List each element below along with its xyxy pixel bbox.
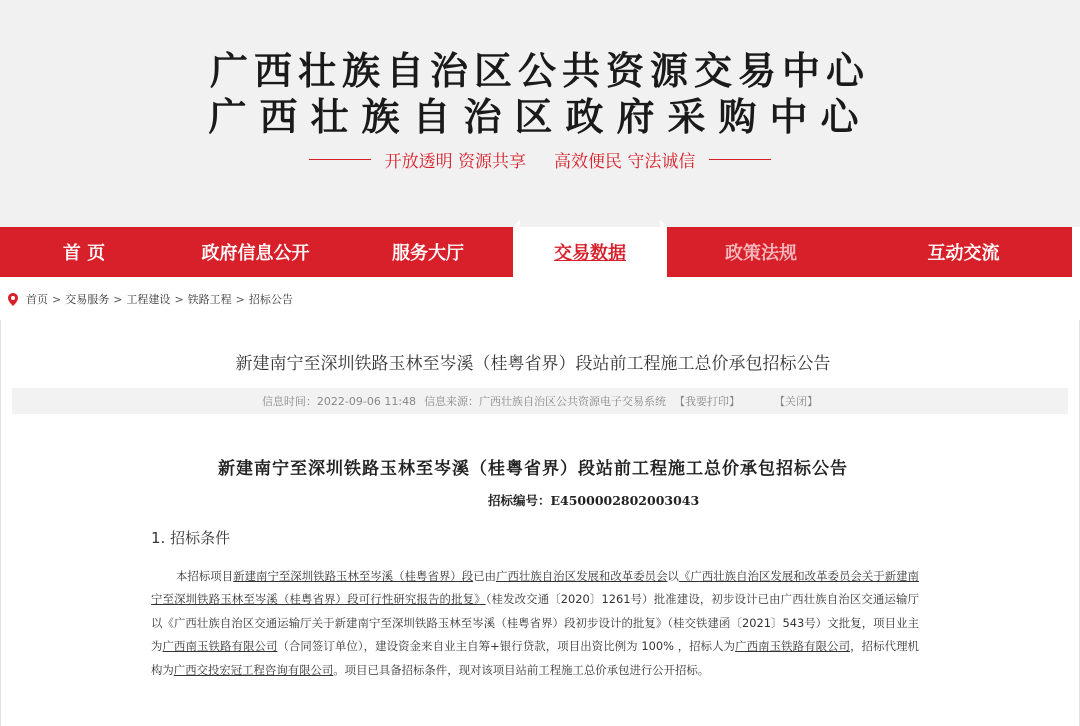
site-header — [0, 0, 1080, 227]
tender-agent: 广西交投宏冠工程咨询有限公司 — [173, 662, 334, 677]
nav-item-gov-info[interactable]: 政府信息公开 — [201, 243, 310, 264]
close-button[interactable]: 【关闭】 — [774, 395, 819, 408]
slogan-part2: 高效便民 守法诚信 — [554, 151, 696, 172]
slogan-divider-left — [309, 159, 371, 160]
article-meta-bar — [12, 388, 1068, 414]
article-time: 信息时间：2022-09-06 11:48 — [261, 395, 417, 408]
breadcrumb-separator: > — [52, 292, 62, 306]
site-slogan — [0, 147, 1080, 171]
article-source: 信息来源：广西壮族自治区公共资源电子交易系统 — [424, 395, 667, 408]
breadcrumb-separator: > — [235, 292, 245, 306]
tender-code: 招标编号：E4500002802003043 — [488, 493, 700, 508]
location-pin-icon — [8, 293, 18, 306]
breadcrumb-separator: > — [174, 292, 184, 306]
breadcrumb — [0, 285, 1080, 313]
nav-item-policy[interactable]: 政策法规 — [725, 243, 797, 264]
breadcrumb-construction[interactable]: 工程建设 — [126, 293, 171, 306]
breadcrumb-separator: > — [113, 292, 123, 306]
nav-item-home[interactable]: 首 页 — [62, 243, 106, 264]
breadcrumb-home[interactable]: 首页 — [26, 293, 48, 306]
nav-item-trade-data[interactable]: 交易数据 — [513, 227, 667, 277]
tender-conditions-paragraph: 本招标项目新建南宁至深圳铁路玉林至岑溪（桂粤省界）段已由广西壮族自治区发展和改革委员会以《广西壮族自治区发展和改革委员会关于新建南宁至深圳铁路玉林至岑溪（桂粤省界）段可行性研究报告的批复》（桂发改交通〔2020〕1261号）批准建设，初步设计已由广西壮族自治区交通运输厅以《广西壮族自治区交通运输厅关于新建南宁至深圳铁路玉林至岑溪（桂粤省界）段初步设计的批复》（桂交铁建函〔2021〕543号）文批复，项目业主为广西南玉铁路有限公司（合同签订单位），建设资金来自业主自筹+银行贷款，项目出资比例为 100% ，招标人为广西南玉铁路有限公司，招标代理机构为广西交投宏冠工程咨询有限公司。项目已具备招标条件，现对该项目站前工程施工总价承包进行公开招标。 — [151, 569, 919, 677]
tenderer: 广西南玉铁路有限公司 — [735, 639, 851, 654]
print-button[interactable]: 【我要打印】 — [674, 395, 741, 408]
breadcrumb-trade-service[interactable]: 交易服务 — [65, 293, 110, 306]
document-title: 新建南宁至深圳铁路玉林至岑溪（桂粤省界）段站前工程施工总价承包招标公告 — [218, 459, 848, 479]
breadcrumb-tender-notice[interactable]: 招标公告 — [248, 293, 293, 306]
approval-document: 《广西壮族自治区发展和改革委员会关于新建南宁至深圳铁路玉林至岑溪（桂粤省界）段可行性研究报告的批复》 — [151, 569, 919, 607]
project-name-link: 新建南宁至深圳铁路玉林至岑溪（桂粤省界）段 — [233, 569, 474, 583]
nav-item-service-hall[interactable]: 服务大厅 — [392, 243, 464, 264]
article-title: 新建南宁至深圳铁路玉林至岑溪（桂粤省界）段站前工程施工总价承包招标公告 — [235, 354, 831, 374]
site-title-line1: 广西壮族自治区公共资源交易中心 — [209, 49, 870, 93]
approval-authority: 广西壮族自治区发展和改革委员会 — [496, 569, 668, 583]
breadcrumb-railway[interactable]: 铁路工程 — [187, 293, 232, 306]
nav-item-interaction[interactable]: 互动交流 — [927, 243, 1000, 264]
slogan-part1: 开放透明 资源共享 — [384, 151, 526, 172]
section-heading: 1. 招标条件 — [151, 529, 231, 547]
project-owner: 广西南玉铁路有限公司 — [162, 639, 278, 654]
site-title-line2: 广西壮族自治区政府采购中心 — [208, 95, 872, 139]
main-nav — [0, 227, 1072, 277]
slogan-divider-right — [709, 159, 771, 160]
